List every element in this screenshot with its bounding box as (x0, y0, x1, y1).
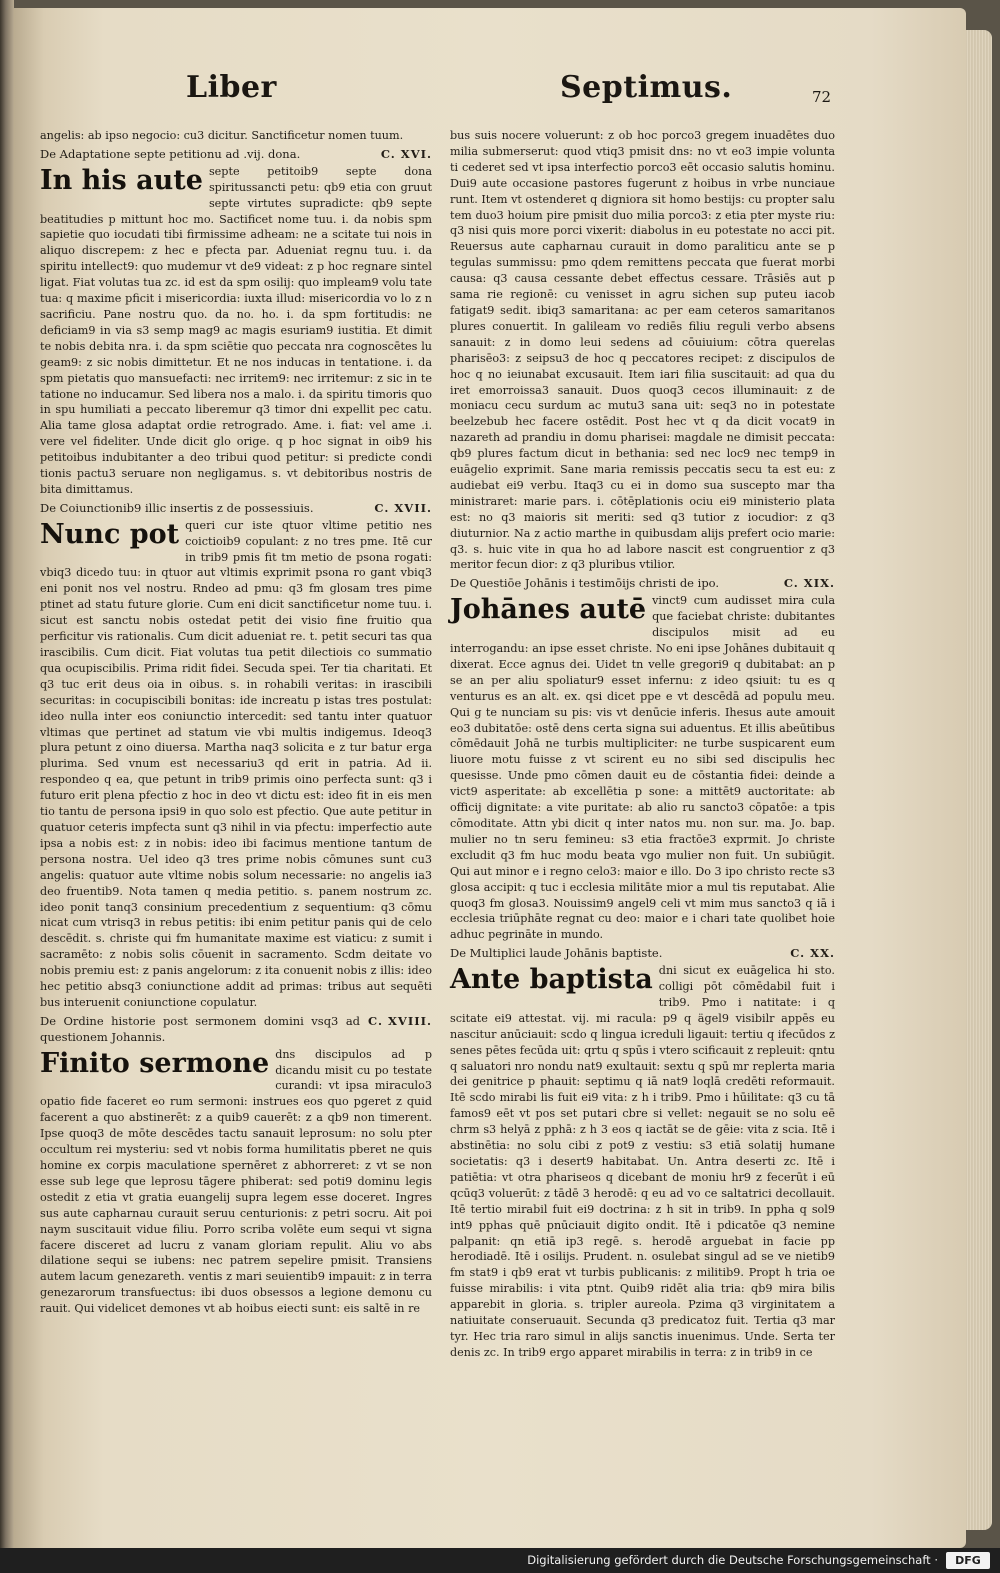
chapter-title: De Coiunctionib9 illic insertis z de possessiuis. (40, 500, 314, 515)
incipit-large-text: Nunc pot (40, 518, 180, 550)
paragraph (40, 1047, 432, 1317)
left-page-edge (0, 0, 14, 1548)
chapter-number: C. XX. (790, 946, 835, 961)
page-stack-edge (966, 30, 992, 1530)
paragraph (450, 963, 835, 1361)
text-block: bus suis nocere voluerunt: z ob hoc porco3 gregem inuadētes duo milia submerserut: quod vtiq3 pmisit dns: no vt eo3 impie volunta ti cederet sed vt ipsa interfectio porco3 eēt occasio salutis hominu. Dui9 aute occasione pastores fugerunt z hoibus in vrbe nunciaue runt. Item vt ostenderet q digniora sit homo bestijs: cu propter salu tem duo3 hoium pire pmisit duo milia porco3: z etia pter myste riu: q3 nisi quis more porci vixerit: diabolus in eu potestate no acci pit. Reuersus aute capharnau curauit in domo paraliticu ante se p tegulas summissu: pmo qdem remittens peccata que fuerat morbi causa: q3 causa cessante debet effectus cessare. Trāsiēs aut p sama rie regionē: cu venisset in agru sichen sup puteu iacob fatigat9 sedit. ibiq3 samaritana: ac per eam ceteros samaritanos plures conuertit. In galileam vo rediēs filiu reguli verbo absens sanauit: z in domo leui sedens ad cōuiuium: cōtra querelas pharisēo3: z seipsu3 de hoc q peccatores recipet: z discipulos de hoc q no ieiunabat excusauit. Item iari filia suscitauit: ad qua du iret emorroissa3 sanauit. Duos quoq3 cecos illuminauit: z de moniacu cecu surdum ac mutu3 sana uit: seq3 no in potestate beelzebub hec facere ostēdit. Post hec vt q da dicit vocat9 in nazareth ad prandiu in domu pharisei: magdale ne dimisit peccata: qb9 plures factum dicut in bethania: sed nec loc9 nec temp9 in euāgelio exprimit. Sane maria remissis peccatis secu ta est eu: z audiebat ei9 verbu. Itaq3 cu ei in domo sua suscepto mar tha ministraret: marie pars. i. cōtēplationis ociu ei9 ministerio plata est: no q3 maioris sit meriti: sed q3 tutior z iocudior: z q3 diuturnior. Na z actio marthe in quibusdam alijs prefert ocio marie: q3. s. huic vite in qua ho ad labore nascit est congruentior z q3 meritor fecun dior: z q3 pluribus vtilior. (450, 129, 835, 572)
chapter-number: C. XVII. (374, 500, 432, 515)
chapter-title: De Questiōe Johānis i testimōijs christi de ipo. (450, 576, 720, 591)
chapter-heading (450, 576, 835, 592)
paragraph-text: dns discipulos ad p dicandu misit cu po testate curandi: vt ipsa miraculo3 opatio fide faceret eo rum sermoni: instrues eos quo pgeret z quid facerent a quo abstinerēt: z a quib9 cauerēt: z a qb9 non timerent. Ipse quoq3 de mōte descēdes tactu sanauit leprosum: no solu pter occultum rei mysteriu: sed vt nobis forma humilitatis pberet ne quis homine ex corpis maculatione spernēret z abhorreret: z vt se non esse sub lege que leprosu tāgere phiberat: sed poti9 dominu legis ostedit z etia vt gratia euangelij supra legem esse doceret. Ingres sus aute capharnau curauit seruu centurionis: z petri socru. Ait poi naym suscitauit vidue filiu. Porro scriba volēte eum sequi vt signa facere disceret ad lucru z vanam gloriam repulit. Aliu vo abs dilatione sequi se iubens: nec patrem sepelire pmisit. Transiens autem lacum genezareth. ventis z mari seuientib9 impauit: z in terra genezarorum transfuectus: ibi duos obsessos a legione demonu cu rauit. Qui videlicet demones vt ab hoibus eiecti sunt: eis saltē in re (40, 1047, 432, 1316)
incipit-large-text: Johānes autē (450, 594, 647, 626)
chapter-heading (40, 501, 432, 517)
incipit-large-text: In his aute (40, 164, 203, 196)
chapter-number: C. XVIII. (368, 1013, 432, 1028)
running-head-left: Liber (186, 70, 277, 105)
text-block: angelis: ab ipso negocio: cu3 dicitur. Sanctificetur nomen tuum. (40, 129, 404, 142)
incipit-large-text: Finito sermone (40, 1047, 270, 1079)
paragraph-text: dni sicut ex euāgelica hi sto. colligi pōt cōmēdabil fuit i trib9. Pmo i natitate: i q scitate ei9 attestat. vij. mi racula: p9 q ägel9 visibilr appēs eu nascitur anūciauit: scdo q lingua icreduli ligauit: tertiu q ifecūdos z senes pētes fecūda uit: qrtu q spūs i vtero scificauit z repleuit: qntu q saluatori nro nondu nat9 exultauit: sextu q spū mr replerta maria dei genitrice p phauit: septimu q iā nat9 loqlā credēti reformauit. Itē scdo mirabi lis fuit ei9 vita: z h i trib9. Pmo i hūilitate: q3 cu tā famos9 eēt vt pos set putari cbre si vellet: negauit se no solu eē chrm s3 helyā z pphā: z h 3 eos q iactāt se de gēie: vita z scia. Itē i abstinētia: no solu cibi z pot9 z vestiu: s3 etiā solatij humane societatis: q3 i desert9 habitabat. Un. Antra deserti zc. Itē i patiētia: vt otra phariseos q dicebant de moniu hr9 z fecerūt i eū qcūq3 voluerūt: z tādē 3 herodē: q eu ad vo ce saltatrici decollauit. Itē tertio mirabil fuit ei9 doctrina: z h sit in trib9. In ppha q sol9 int9 pphas quē pnūciauit digito ondit. Itē i pdicatōe q3 nemine palpanit: qn etiā ip3 regē. s. herodē arguebat in facie pp herodiadē. Itē i osilijs. Prudent. n. osulebat singul ad se ve nietib9 fm stat9 i qb9 erat vt turbis publicanis: z militib9. Propt h tria oe fuisse mirabilis: i vita ptnt. Quib9 ridēt alia tria: qb9 mira bilis apparebit in gloria. s. tripler aureola. Pzima q3 virginitatem a natiuitate conseruauit. Secunda q3 predicatoz fuit. Tertia q3 mar tyr. Hec tria raro simul in alijs sanctis inuenimus. Unde. Serta ter denis zc. In trib9 ergo apparet mirabilis in terra: z in trib9 in ce (450, 964, 835, 1359)
paragraph-text: queri cur iste qtuor vltime petitio nes coictioib9 copulant: z no tres pme. Itē cur in trib9 pmis fit tm metio de psona rogati: vbiq3 dicedo tuu: in qtuor aut vltimis exprimit psona ro gant vbiq3 eni ponit nos vel nostru. Rndeo ad pmu: q3 fm glosam tres pime ptinet ad statu future glorie. Cum eni dicit sanctificetur nome tuu. i. sicut est sanctu nobis ostedat petit dei visio fine fruitio qua perficitur vis rationalis. Cum dicit adueniat re. t. petit securi tas qua irascibilis. Cum dicit. Fiat volutas tua petit dilectiois co summatio qua ocupiscibilis. Prima ridit fidei. Secuda spei. Ter tia charitati. Et q3 tuc erit deus oia in oibus. s. in rohabili veritas: in irascibili securitas: in cocupiscibili bonitas: ide increatu p istas tres postulat: ideo nulla inter eos coniunctio intercedit: sed tantu inter quatuor vltimas que pertinet ad statum vie vbi multis indigemus. Ideoq3 plura petunt z oino diuersa. Martha naq3 solicita e z tur batur erga plurima. Sed vnum est necessariu3 qd erit in patria. Ad ii. respondeo q ea, que petunt in trib9 primis oino perfecta sunt: q3 i futuro erit plena pfectio z hoc in deo vt dictu est: ideo fit in eis men tio tantu de persona ipsi9 in quo solo est pfectio. Que aute petitur in quatuor ceteris impfecta sunt q3 nihil in via pfectu: imperfectio aute ipsa a nobis est: z in nobis: ideo ibi facimus mentione tantum de persona nostra. Uel ideo q3 tres prime nobis cōmunes sunt cu3 angelis: quatuor aute vltime nobis solum necessarie: no angelis ia3 deo fruentib9. Nota tamen q media petitio. s. panem nostrum zc. ideo ponit tanq3 consinium precedentium z sequentium: q3 cōmu nicat cum vtrisq3 in rebus petitis: ibi enim petitur panis qui de celo descēdit. s. christe qui fm humanitate maxime est viaticu: z sumit i sacramēto: z nobis solis cōuenit in sacramento. Scdm deitate vo nobis premiu est: z panis angelorum: z ita conuenit nobis z illis: ideo hec petitio absq3 coniunctione addit ad primas: tribus aut sequēti bus interuenit coniunctione copulatur. (40, 518, 432, 1009)
folio-number: 72 (812, 88, 832, 106)
dfg-logo: DFG (946, 1552, 990, 1569)
incipit-large-text: Ante baptista (450, 964, 653, 996)
paragraph (450, 593, 835, 943)
right-column (450, 128, 835, 1359)
chapter-heading (40, 1014, 432, 1046)
chapter-title: De Adaptatione septe petitionu ad .vij. dona. (40, 146, 301, 161)
chapter-title: De Ordine historie post sermonem domini vsq3 ad questionem Johannis. (40, 1013, 361, 1044)
paragraph-text: septe petitoib9 septe dona spiritussancti petu: qb9 etia con gruut septe virtutes supradicte: qb9 septe beatitudies p mittunt hoc mo. Sactificet nome tuu. i. da nobis spm sapietie quo iocudati tibi firmissime adheam: ne a scitate tui nois in aliquo discrepem: z hec e pfecta par. Adueniat regnu tuu. i. da spiritu intellect9: quo mudemur vt de9 videat: z p hoc regnare sintel ligat. Fiat volutas tua zc. id est da spm osilij: quo impleam9 volu tate tua: q maxime pficit i misericordia: iuxta illud: misericordia vo lo z n sacrificiu. Pane nostru quo. da no. ho. i. da spm fortitudis: ne deficiam9 in via s3 semp mag9 ac magis esuriam9 iustitia. Et dimit te nobis debita nra. i. da spm sciētie quo peccata nra cognoscētes lu geam9: z sic nobis dimittetur. Et ne nos inducas in tentatione. i. da spm pietatis quo mansuefacti: nec irritem9: nec irritemur: z sic in te tatione no inducamur. Sed libera nos a malo. i. da spiritu timoris quo in spu humiliati a peccato liberemur q3 timor dni expellit pec catu. Alia tame glosa adaptat ordie retrogrado. Ame. i. fiat: vel ame .i. vere vel fideliter. Unde dicit glo orige. q p hoc signat in oib9 his petitoibus indubitanter a deo tribui quod petitur: si predicte condi tionis pactu3 seruare non negligamus. s. vt debitoribus nostris de bita dimittamus. (40, 164, 432, 496)
chapter-title: De Multiplici laude Johānis baptiste. (450, 946, 663, 961)
paragraph-text: vinct9 cum audisset mira cula que faciebat christe: dubitantes discipulos misit ad eu interrogandu: an ipse esset christe. No eni ipse Johānes dubitauit q dixerat. Ecce agnus dei. Uidet tn velle gregori9 q dubitabat: an p se an per aliu spoliatur9 esset infernu: z ideo qsiuit: tu es q venturus es an alt. ex. qsi dicet ppe e vt descēdā ad populu meu. Qui g te nunciam su pis: vis vt denūcie inferis. Ihesus aute amouit eo3 dubitatōe: ostē dens certa signa sui aduentus. Et illis abeūtibus cōmēdauit Johā ne turbis multipliciter: ne turbe suspicarent eum liuore motu fuisse z vt scirent eu no sibi sed discipulis hec quesisse. Unde pmo cōmen dauit eu de cōstantia fidei: deinde a vict9 asperitate: ab excellētia p sone: a mittēt9 auctoritate: ab officij dignitate: a vite puritate: ab alio ru sancto3 cōpatōe: a tpis cōmoditate. Attn ybi dicit q inter natos mu. non sur. ma. Jo. bap. mulier no tn seru femineu: s3 etia fractōe3 exprmit. Jo christe excludit q3 fm huc modu beata vgo mulier non fuit. Un subiūgit. Qui aut minor e i regno celo3: maior e illo. Do 3 ipo christo recte s3 glosa accipit: q tuc i ecclesia militāte mior a mul tis reputabat. Alie quoq3 fm glosa3. Nouissim9 angel9 celi vt mim mus sancto3 q iā i ecclesia triūphāte regnat cu deo: maior e i chari tate quolibet hoie adhuc pegrināte in mundo. (450, 594, 835, 942)
paragraph (40, 164, 432, 498)
chapter-number: C. XIX. (783, 576, 835, 591)
left-column (40, 128, 432, 1316)
chapter-heading (40, 147, 432, 163)
chapter-number: C. XVI. (380, 146, 432, 161)
footer-credit: Digitalisierung gefördert durch die Deutsche Forschungsgemeinschaft · (527, 1553, 938, 1567)
footer-bar (0, 1548, 1000, 1573)
paragraph (40, 518, 432, 1011)
chapter-heading (450, 946, 835, 962)
running-head-right: Septimus. (560, 70, 733, 105)
